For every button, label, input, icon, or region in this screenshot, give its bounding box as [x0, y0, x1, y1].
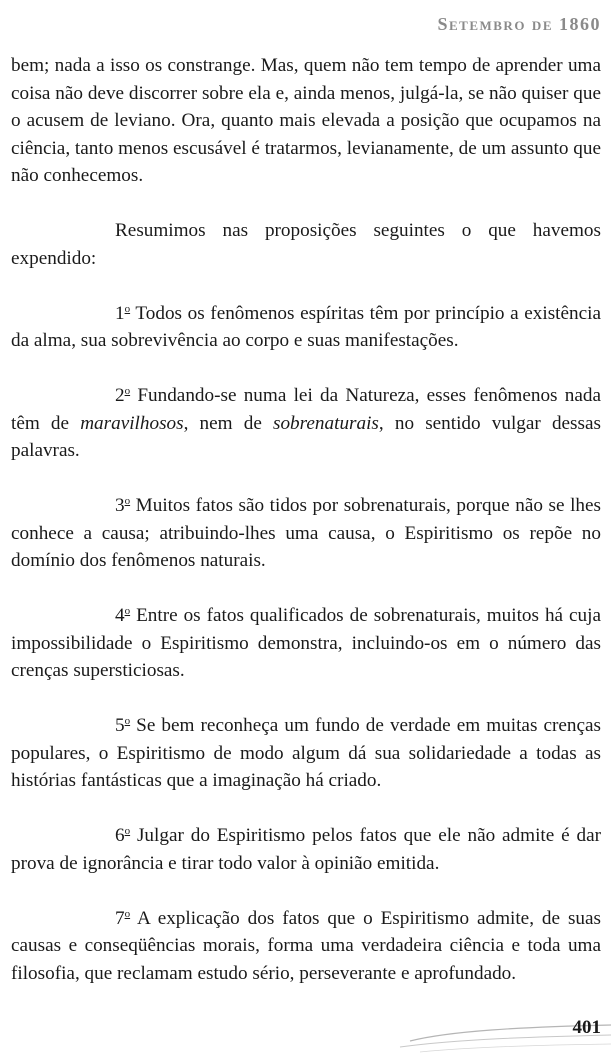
emphasis-maravilhosos: maravilhosos: [80, 412, 184, 434]
page-footer: [0, 997, 611, 1057]
ordinal-marker: o: [124, 495, 131, 507]
item-text: A explicação dos fatos que o Espiritismo admite, de suas causas e conseqüências morais, forma uma verdadeira ciência e toda uma filosofia, que reclamam estudo sério, perseverante e aprofundado.: [11, 907, 601, 984]
running-header: Setembro de 1860: [437, 14, 601, 34]
item-text: Se bem reconheça um fundo de verdade em muitas crenças populares, o Espiritismo de modo algum dá sua solidariedade a todas as histórias fantásticas que a imaginação há criado.: [11, 715, 601, 791]
item-number: 1: [115, 302, 125, 324]
paragraph-continuation: bem; nada a isso os constrange. Mas, quem não tem tempo de aprender uma coisa não deve discorrer sobre ela e, ainda menos, julgá-la, se não quiser que o acusem de leviano. Ora, quanto mais elevada a posição que ocupamos na ciência, tanto menos escusável é tratarmos, levianamente, de um assunto que não conhecemos.: [11, 55, 601, 186]
item-text: Entre os fatos qualificados de sobrenaturais, muitos há cuja impossibilidade o Espiritismo demonstra, incluindo-os em o número das crenças supersticiosas.: [11, 605, 601, 681]
item-number: 2: [115, 385, 125, 406]
ordinal-marker: o: [124, 825, 131, 837]
item-number: 3: [115, 495, 125, 516]
proposition-1: [11, 300, 601, 355]
item-text: , no sentido vulgar dessas palavras.: [11, 412, 601, 461]
proposition-4: [11, 602, 601, 685]
item-text: , nem de: [183, 412, 273, 434]
item-number: 6: [115, 825, 125, 846]
proposition-3: [11, 492, 601, 575]
ordinal-marker: o: [124, 715, 131, 727]
ordinal-marker: o: [124, 385, 131, 397]
item-number: 4: [115, 605, 125, 626]
page-body: [11, 52, 601, 987]
paragraph-summary-intro: Resumimos nas proposições seguintes o que havemos expendido:: [11, 220, 601, 269]
ordinal-marker: o: [124, 605, 131, 617]
ordinal-marker: o: [124, 907, 131, 920]
item-text: Julgar do Espiritismo pelos fatos que ele não admite é dar prova de ignorância e tirar todo valor à opinião emitida.: [11, 825, 602, 874]
decorative-swoosh: [0, 997, 611, 1057]
item-number: 7: [115, 907, 125, 929]
ordinal-marker: o: [124, 302, 131, 315]
page-number: 401: [572, 1017, 601, 1038]
item-text: Fundando-se numa lei da Natureza, esses fenômenos nada têm de: [11, 385, 601, 434]
item-number: 5: [115, 715, 125, 736]
emphasis-sobrenaturais: sobrenaturais: [273, 412, 379, 434]
proposition-5: [11, 712, 601, 795]
proposition-6: [11, 822, 601, 877]
proposition-7: [11, 905, 601, 988]
proposition-2: [11, 382, 601, 465]
item-text: Muitos fatos são tidos por sobrenaturais, porque não se lhes conhece a causa; atribuindo-lhes uma causa, o Espiritismo os repõe no domínio dos fenômenos naturais.: [11, 495, 601, 571]
item-text: Todos os fenômenos espíritas têm por princípio a existência da alma, sua sobrevivência ao corpo e suas manifestações.: [11, 302, 601, 351]
